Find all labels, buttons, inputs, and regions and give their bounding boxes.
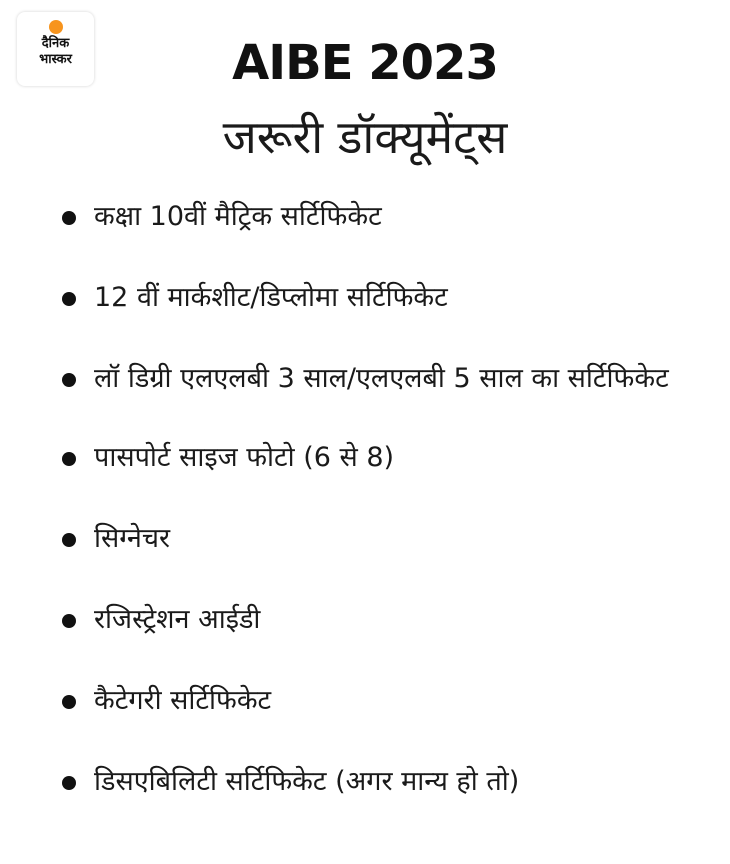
- list-item: [60, 680, 700, 722]
- list-item: [60, 196, 700, 238]
- bullet-icon: [62, 452, 76, 466]
- sun-icon: [49, 20, 63, 34]
- bullet-icon: [62, 373, 76, 387]
- list-item: [60, 761, 700, 803]
- bullet-icon: [62, 695, 76, 709]
- list-item: [60, 277, 700, 319]
- list-item-text: लॉ डिग्री एलएलबी 3 साल/एलएलबी 5 साल का सर्टिफिकेट: [94, 363, 669, 394]
- list-item: [60, 358, 700, 400]
- list-item-text: रजिस्ट्रेशन आईडी: [94, 604, 261, 635]
- list-item: [60, 518, 700, 560]
- list-item: [60, 437, 700, 479]
- logo-line-1: दैनिक: [41, 36, 70, 51]
- list-item-text: कक्षा 10वीं मैट्रिक सर्टिफिकेट: [94, 201, 382, 232]
- bullet-icon: [62, 292, 76, 306]
- page-title: AIBE 2023: [232, 35, 498, 91]
- bullet-icon: [62, 776, 76, 790]
- bullet-icon: [62, 533, 76, 547]
- documents-list: [60, 196, 700, 842]
- bullet-icon: [62, 211, 76, 225]
- bullet-icon: [62, 614, 76, 628]
- list-item-text: 12 वीं मार्कशीट/डिप्लोमा सर्टिफिकेट: [94, 282, 448, 313]
- list-item-text: पासपोर्ट साइज फोटो (6 से 8): [94, 442, 395, 473]
- list-item-text: सिग्नेचर: [94, 523, 171, 554]
- list-item-text: डिसएबिलिटी सर्टिफिकेट (अगर मान्य हो तो): [94, 766, 520, 797]
- logo-line-2: भास्कर: [39, 52, 72, 67]
- list-item-text: कैटेगरी सर्टिफिकेट: [94, 685, 272, 716]
- list-item: [60, 599, 700, 641]
- page-subtitle: जरूरी डॉक्यूमेंट्स: [222, 110, 508, 164]
